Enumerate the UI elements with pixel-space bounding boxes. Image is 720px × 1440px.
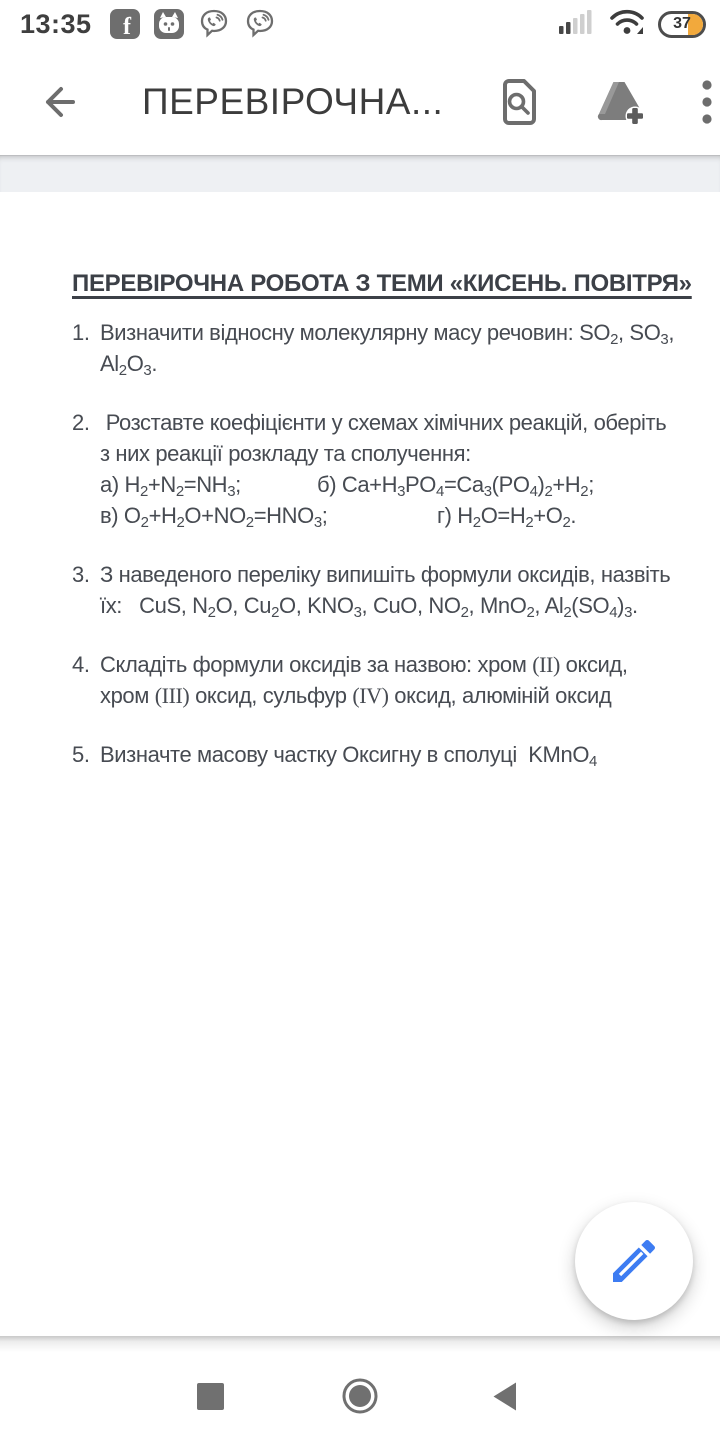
more-options-button[interactable] (701, 78, 713, 126)
document-background-strip (0, 155, 720, 192)
recents-square-icon (197, 1383, 224, 1410)
question-item (72, 559, 696, 621)
battery-indicator (658, 11, 706, 38)
viber-icon (198, 8, 230, 40)
question-list (72, 317, 696, 770)
add-to-drive-button[interactable] (593, 78, 649, 126)
battery-percent: 37 (673, 15, 691, 32)
find-in-document-icon (495, 76, 541, 128)
mi-app-icon (154, 9, 184, 39)
question-item (72, 317, 696, 379)
document-page[interactable] (0, 192, 720, 1336)
question-lines (100, 739, 696, 770)
question-line: З наведеного переліку випишіть формули оксидів, назвіть (100, 562, 671, 587)
edit-fab-button[interactable] (575, 1202, 693, 1320)
question-number: 2. (72, 410, 90, 435)
wifi-icon (609, 7, 645, 42)
clock: 13:35 (20, 8, 92, 39)
question-line: Складіть формули оксидів за назвою: хром (II) оксид, (100, 652, 628, 677)
home-circle-icon (341, 1377, 379, 1415)
question-line: в) $O_2+H_2O+NO_2=HNO_3$; г) $H_2O=H_2+O_2$. (100, 503, 577, 532)
question-lines (100, 649, 696, 711)
notification-icons (110, 8, 276, 40)
edit-pencil-icon (606, 1233, 662, 1289)
drive-add-icon (593, 78, 649, 126)
question-line: Визначити відносну молекулярну масу речовин: $SO_2$, $SO_3$, (100, 320, 675, 349)
question-lines (100, 559, 696, 621)
document-heading: ПЕРЕВІРОЧНА РОБОТА З ТЕМИ «КИСЕНЬ. ПОВІТРЯ» (72, 270, 692, 297)
question-line: а) $H_2+N_2=NH_3$; б) $Ca+H_3PO_4=Ca_3(PO_4)_2+H_2$; (100, 472, 594, 501)
question-number: 1. (72, 320, 90, 345)
question-line: $Al_2O_3$. (100, 351, 158, 380)
back-nav-button[interactable] (468, 1360, 540, 1432)
question-lines (100, 407, 696, 531)
question-item (72, 739, 696, 770)
viber-icon (244, 8, 276, 40)
app-bar (0, 48, 720, 155)
recents-button[interactable] (174, 1360, 246, 1432)
svg-text:f: f (122, 14, 131, 39)
question-number: 5. (72, 742, 90, 767)
question-line: їх: CuS, $N_2O$, $Cu_2O$, $KNO_3$, CuO, $NO_2$, MnO$_2$, $Al_2(SO_4)_3$. (100, 593, 638, 622)
question-line: Розставте коефіцієнти у схемах хімічних реакцій, оберіть (100, 410, 667, 435)
find-in-document-button[interactable] (495, 76, 541, 128)
question-number: 4. (72, 652, 90, 677)
question-line: з них реакції розкладу та сполучення: (100, 441, 471, 466)
nav-bar-shadow (0, 1336, 720, 1352)
status-bar (0, 0, 720, 48)
question-line: хром (III) оксид, сульфур (IV) оксид, алюміній оксид (100, 683, 612, 708)
question-line: Визначте масову частку Оксигну в сполуці KMnO$_4$ (100, 742, 597, 771)
back-button[interactable] (36, 80, 80, 124)
more-options-icon (701, 78, 713, 126)
back-triangle-icon (492, 1381, 517, 1412)
back-arrow-icon (36, 80, 80, 124)
navigation-bar (0, 1352, 720, 1440)
document-title-truncated: ПЕРЕВІРОЧНА... (142, 80, 444, 122)
question-item (72, 649, 696, 711)
question-lines (100, 317, 696, 379)
question-number: 3. (72, 562, 90, 587)
question-item (72, 407, 696, 531)
facebook-icon (110, 9, 140, 39)
signal-strength-icon (558, 8, 596, 41)
home-button[interactable] (324, 1360, 396, 1432)
